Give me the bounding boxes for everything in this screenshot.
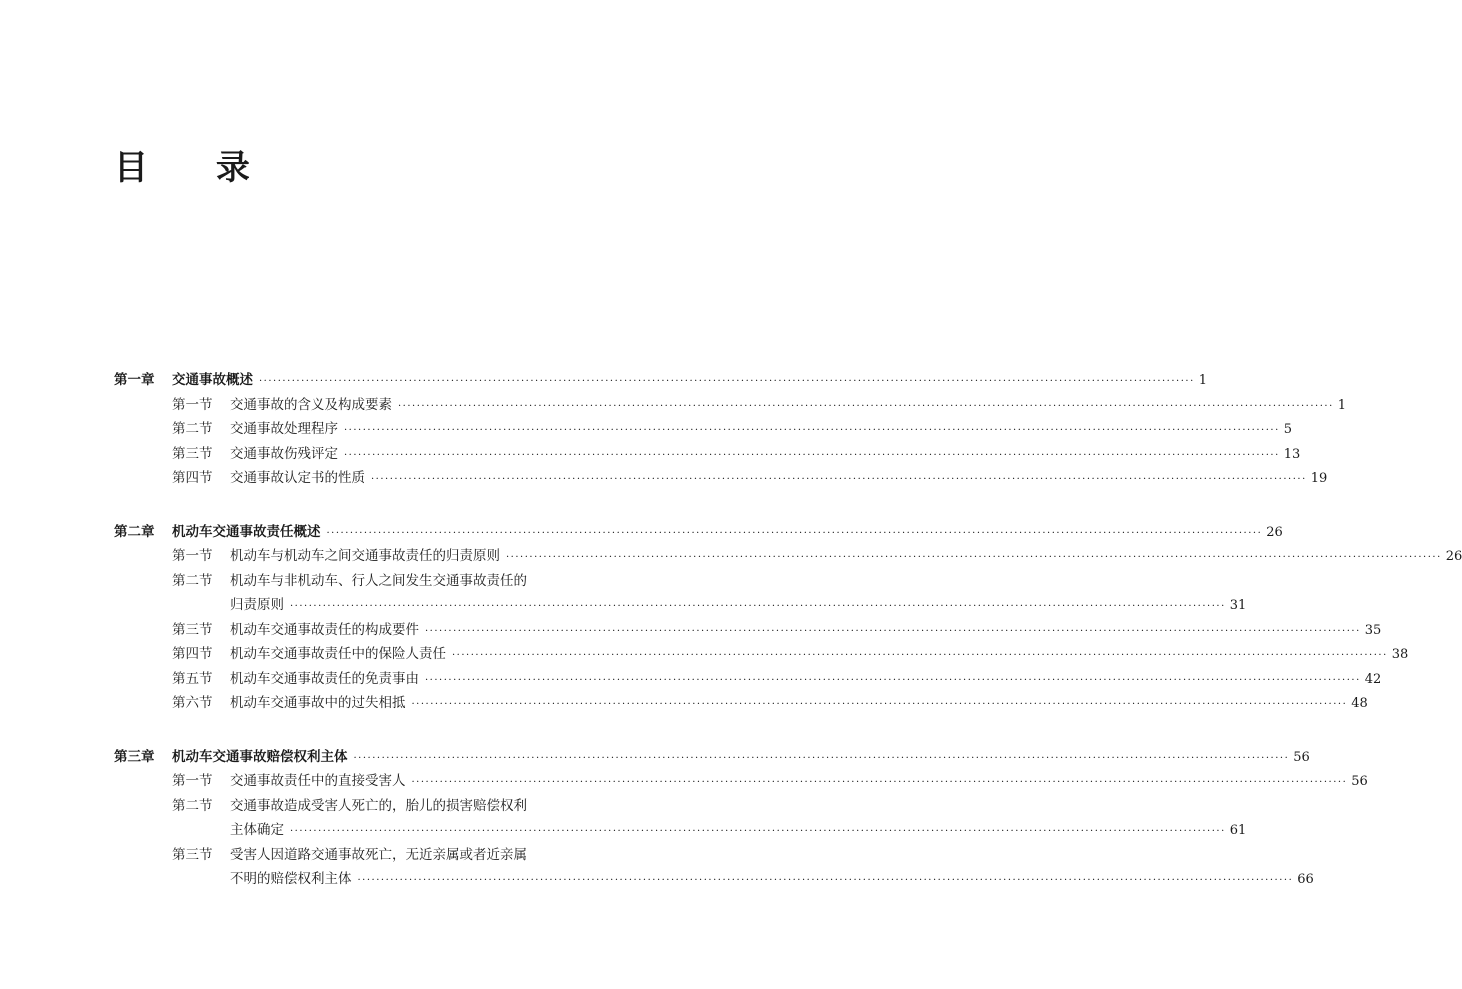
section-number: 第二节	[172, 572, 213, 589]
dot-leader: ········································································································································································································	[371, 474, 1307, 485]
section-number: 第四节	[172, 646, 213, 662]
chapter-title: 机动车交通事故责任概述	[172, 523, 321, 540]
section-entry-continued[interactable]	[230, 593, 1247, 618]
section-page-number: 13	[1283, 446, 1301, 462]
section-page-number: 31	[1229, 598, 1247, 613]
section-entry[interactable]	[114, 642, 1409, 667]
section-title: 机动车交通事故责任的构成要件	[230, 621, 419, 638]
dot-leader: ········································································································································································································	[425, 674, 1361, 686]
section-entry[interactable]	[114, 393, 1347, 418]
dot-leader: ········································································································································································································	[357, 875, 1294, 886]
section-entry[interactable]	[114, 691, 1368, 716]
section-page-number: 66	[1297, 872, 1314, 887]
section-title: 交通事故认定书的性质	[230, 470, 365, 486]
section-entry[interactable]	[114, 569, 592, 594]
section-page-number: 48	[1351, 696, 1368, 711]
chapter-entry[interactable]	[114, 745, 1310, 770]
section-page-number: 56	[1351, 774, 1368, 789]
chapter-page-number: 1	[1198, 373, 1208, 388]
section-number: 第三节	[172, 445, 213, 462]
chapter-entry[interactable]	[114, 368, 1208, 393]
dot-leader: ········································································································································································································	[290, 826, 1226, 837]
section-page-number: 1	[1337, 397, 1347, 413]
section-number: 第二节	[172, 421, 213, 437]
section-page-number: 61	[1229, 823, 1247, 838]
section-entry-continued[interactable]	[230, 867, 1314, 892]
section-entry[interactable]	[114, 544, 1462, 569]
page-title: 目 录	[114, 148, 278, 188]
section-number: 第四节	[172, 470, 213, 486]
chapter-number: 第三章	[114, 748, 155, 765]
section-page-number: 42	[1364, 671, 1382, 687]
section-number: 第二节	[172, 797, 213, 814]
section-entry[interactable]	[114, 466, 1328, 491]
section-title: 受害人因道路交通事故死亡，无近亲属或者近亲属	[230, 846, 527, 863]
dot-leader: ········································································································································································································	[398, 400, 1334, 412]
dot-leader: ········································································································································································································	[425, 625, 1361, 637]
section-entry[interactable]	[114, 618, 1382, 643]
section-title: 机动车交通事故责任的免责事由	[230, 670, 419, 687]
chapter-number: 第一章	[114, 372, 155, 388]
section-number: 第一节	[172, 396, 213, 413]
section-number: 第一节	[172, 773, 213, 789]
dot-leader: ········································································································································································································	[353, 752, 1290, 764]
section-title: 机动车与机动车之间交通事故责任的归责原则	[230, 548, 500, 564]
section-title-continued: 不明的赔偿权利主体	[230, 871, 352, 887]
section-title: 机动车与非机动车、行人之间发生交通事故责任的	[230, 572, 527, 589]
section-number: 第三节	[172, 621, 213, 638]
dot-leader: ········································································································································································································	[344, 425, 1280, 436]
dot-leader: ········································································································································································································	[259, 376, 1195, 387]
section-entry[interactable]	[114, 769, 1368, 794]
section-page-number: 35	[1364, 622, 1382, 638]
section-title: 机动车交通事故中的过失相抵	[230, 695, 406, 711]
dot-leader: ········································································································································································································	[452, 650, 1388, 661]
chapter-entry[interactable]	[114, 520, 1283, 545]
section-page-number: 19	[1310, 471, 1328, 486]
dot-leader: ········································································································································································································	[411, 699, 1348, 710]
section-entry[interactable]	[114, 442, 1301, 467]
section-entry[interactable]	[114, 843, 592, 868]
section-title: 机动车交通事故责任中的保险人责任	[230, 646, 446, 662]
dot-leader: ········································································································································································································	[326, 527, 1263, 539]
dot-leader: ········································································································································································································	[506, 552, 1442, 563]
section-entry[interactable]	[114, 417, 1293, 442]
section-number: 第五节	[172, 670, 213, 687]
section-number: 第三节	[172, 846, 213, 863]
toc-chapter	[114, 745, 1368, 892]
section-title-continued: 主体确定	[230, 822, 284, 838]
section-page-number: 5	[1283, 422, 1293, 437]
dot-leader: ········································································································································································································	[344, 449, 1280, 461]
toc-chapter	[114, 520, 1462, 716]
section-page-number: 26	[1445, 549, 1462, 564]
toc-chapter	[114, 368, 1347, 491]
section-title: 交通事故的含义及构成要素	[230, 396, 392, 413]
section-entry-continued[interactable]	[230, 818, 1247, 843]
section-title: 交通事故伤残评定	[230, 445, 338, 462]
chapter-number: 第二章	[114, 523, 155, 540]
section-title: 交通事故处理程序	[230, 421, 338, 437]
dot-leader: ········································································································································································································	[290, 601, 1226, 612]
section-title: 交通事故造成受害人死亡的，胎儿的损害赔偿权利	[230, 797, 527, 814]
table-of-contents	[114, 368, 1462, 921]
chapter-title: 交通事故概述	[172, 372, 253, 388]
section-title-continued: 归责原则	[230, 597, 284, 613]
chapter-page-number: 26	[1266, 524, 1283, 540]
section-entry[interactable]	[114, 794, 592, 819]
section-entry[interactable]	[114, 667, 1382, 692]
section-number: 第一节	[172, 548, 213, 564]
section-page-number: 38	[1391, 647, 1409, 662]
chapter-title: 机动车交通事故赔偿权利主体	[172, 748, 348, 765]
dot-leader: ········································································································································································································	[411, 777, 1348, 788]
section-number: 第六节	[172, 695, 213, 711]
chapter-page-number: 56	[1293, 749, 1310, 765]
section-title: 交通事故责任中的直接受害人	[230, 773, 406, 789]
